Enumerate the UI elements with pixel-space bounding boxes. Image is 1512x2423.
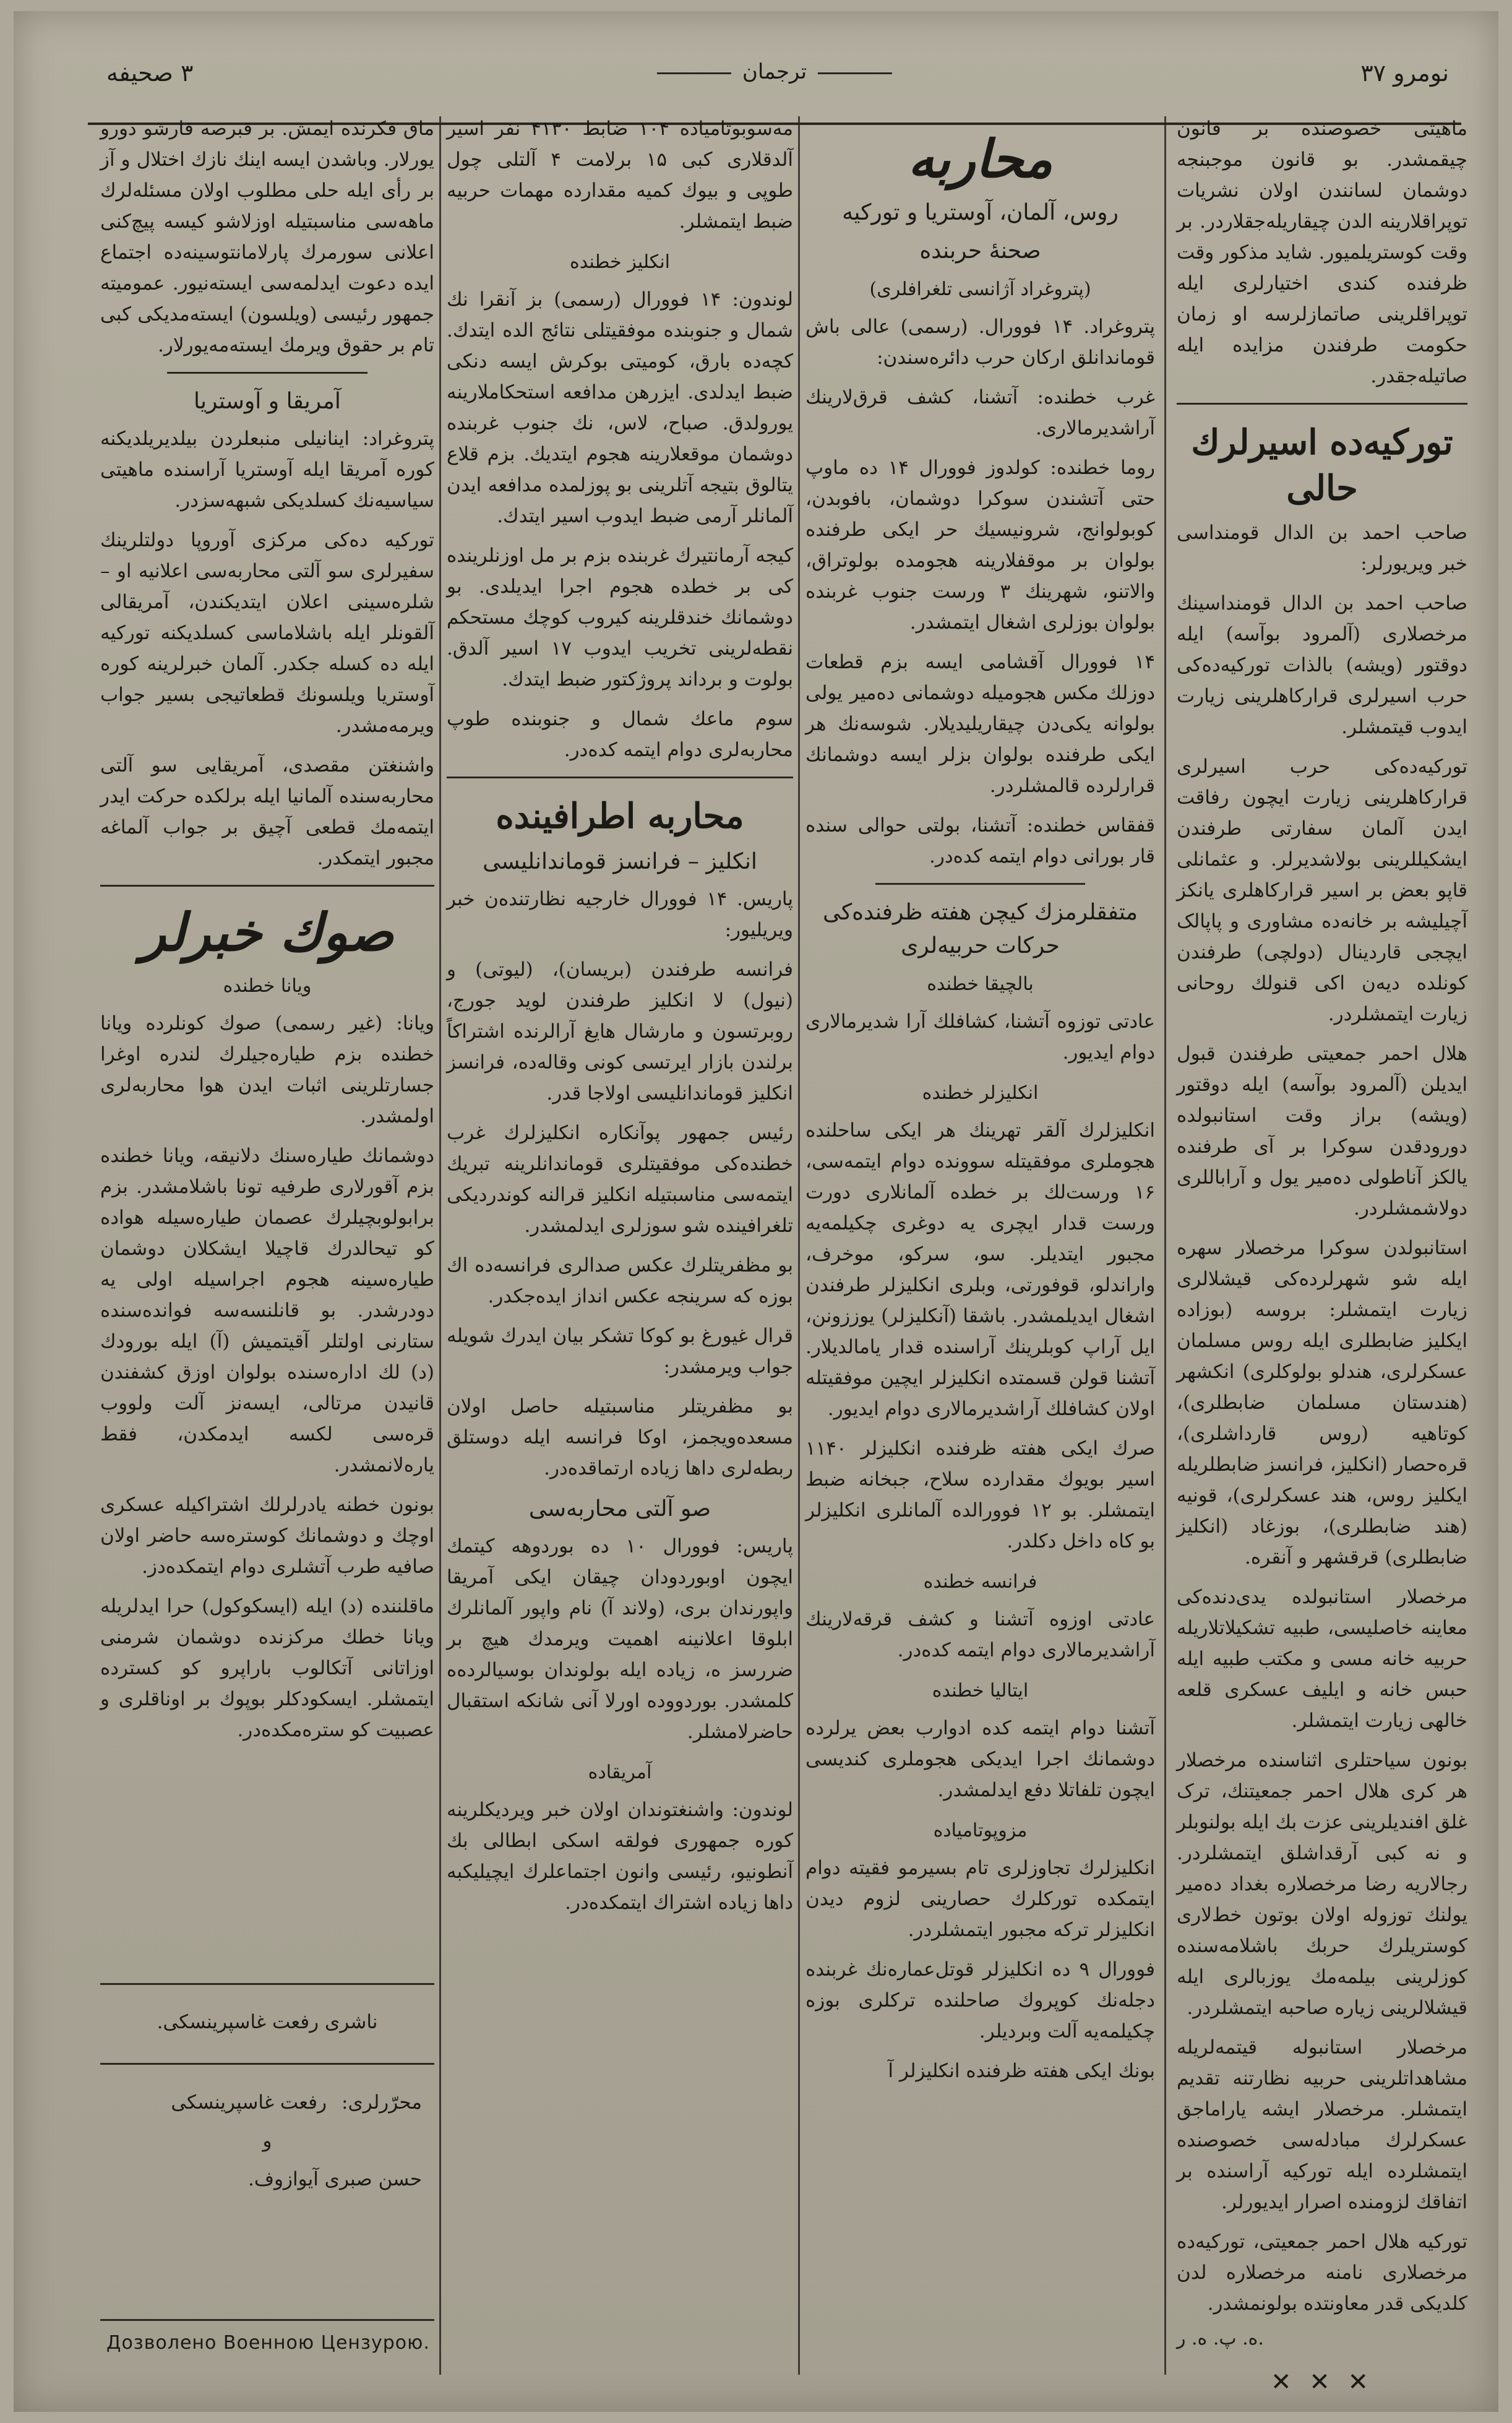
article-paragraph: ماقلننده (د) ایله (ایسکوکول) حرا ایدلریله ویانا خطك مرکزنده دوشمان شرمنی اوزاتانی آتکالوب باراپرو کو کسترده ایتمشلر. ایسکودکلر بوپوك بر اوناقلری و عصبیت کو ستره‌مکده‌در. xyxy=(100,1595,434,1741)
section-subhead: روس، آلمان، آوستریا و تورکیه xyxy=(842,200,1119,225)
article-paragraph: پاریس: فوورال ۱۰ ده بوردوهه کیتمك ایچون اوبوردودان چیقان ایکی آمریقا واپورندان بری، (ولاند آ) نام واپور آلمانلرك ابلوقا اعلانینه اهمیت ویرمدك هیچ بر ضررسز ه، زیاده ایله بولوندان بوسیالرده‌ه کلمشدر. بوردووده اورلا آنی شانکه استقبال حاضرلامشلر. xyxy=(447,1535,793,1743)
section-subhead: بالچیقا خطنده xyxy=(927,973,1034,995)
article-paragraph: قرال غیورغ بو کوکا تشکر بیان ایدرك شویله جواب ویرمشدر: xyxy=(447,1325,793,1378)
article-paragraph: آتشنا دوام ایتمه کده ادوارب بعض یرلرده دوشمانك اجرا ایدیکی هجوملری کندیسی ایچون تلفاتلا دفع ایدلمشدر. xyxy=(805,1717,1155,1801)
section-subhead: ایتالیا خطنده xyxy=(932,1680,1029,1702)
section-subhead: ویانا خطنده xyxy=(223,975,312,997)
article-paragraph: تورکیه هلال احمر جمعیتی، تورکیه‌ده مرخصلاری نامنه مرخصلاره لدن کلدیکی قدر معاونتده بولونمشدر. xyxy=(1177,2231,1467,2315)
article-headline: آمریقا و آوستریا xyxy=(194,389,341,414)
article-paragraph: بونون خطنه یادرلرلك اشتراکیله عسکری اوچك و دوشمانك کوستره‌سه حاضر اولان صافیه طرب آتشلری دوام ایتمکده‌دز. xyxy=(100,1494,434,1578)
article-separator xyxy=(1177,403,1467,405)
article-paragraph: روما خطنده: کولدوز فوورال ۱۴ ده ماوپ حتی آتشندن سوکرا دوشمان، بافوبدن، کوبولوانج، شرونیسیك حر ایکی طرفنده بولوان بر موقفلارینه هجومده بولوتراق، والاتنو، شهرینك ۳ ورست جنوب غربنده بولوان بوزلری اشغال ایتمشدر. xyxy=(805,457,1155,634)
article-paragraph: دوشمانك طیاره‌سنك دلانیقه، ویانا خطنده بزم آقورلاری طرفیه تونا باشلامشدر. بزم برابولوبچیلرك عصمان طیاره‌سیله هواده کو تیحالدرك قاچیلا ایشکلان دوشمان طیاره‌سینه هجوم اجراسیله اولی یه دودرشدر. بو قانلنسه‌سه فوانده‌سنده ستارنی اولتلر آقیتمیش (آ) ایله بورودك (د) لك اداره‌سنده بولوان اوزق کشفندن قانیدن مرتالی، ایسه‌نز آلت ولووب قره‌سی لكسه ایدمکدن، فقط یاره‌لانمشدر. xyxy=(100,1145,434,1476)
newspaper-page xyxy=(14,11,1498,2412)
column-3 xyxy=(447,113,793,2375)
article-paragraph: لوندون: ۱۴ فوورال (رسمی) بز آنقرا نك شمال و جنوبنده موفقیتلی نتائج الده ایتدك. کچه‌ده بارق، کومیتی بوکرش ایسه دنکی ضبط ایدلدی. ایزرهن مدافعه استحکاملارینه یورولدق. صباح، لاس، نك جنوب غربنده دوشمان موقعلارینه هجوم ایتدیك. بزم قلاع یتالوق بتیجه آتلرینی بو پوزلمده مدافعه ایدن آلمانلر آرمی ضبط ایدوب اسیر ایتدك. xyxy=(447,288,793,527)
article-signature: ه. پ. ه. ر. xyxy=(1177,2328,1264,2349)
article-headline: متفقلرمزك کیچن هفته ظرفنده‌کی حرکات حربیه‌لری xyxy=(823,900,1138,958)
article-paragraph: هلال احمر جمعیتی طرفندن قبول ایدیلن (آلمرود بوآسه) ایله دوقتور (ویشه) براز وقت استانبولده دورودقدن سوکرا بر آی طرفنده یالکز آناطولی ده‌میر یول و آراباللری دولاشمشلردر. xyxy=(1177,1043,1467,1220)
article-paragraph: تورکیه‌ده‌کی حرب اسیرلری قرارکاهلرینی زیارت ایچون رفاقت ایدن آلمان سفارتی طرفندن ایشکیللرینی بولاشدیرلر. و عثمانلی قاپو بعض بر اسیر قرارکاهلری یانکز آچیلیشه بر خانه‌ده مشاوری و پاپالک ایچجی قاردینال (دولچی) طرفندن کونلده دیه‌ن اکی قنولك روحانی زیارت ایتمشلردر. xyxy=(1177,755,1467,1025)
section-subhead: (پتروغراد آژانسی تلغرافلری) xyxy=(869,278,1091,300)
page-number: ۳ صحیفه xyxy=(106,59,194,87)
section-subhead: انکلیزلر خطنده xyxy=(922,1082,1039,1104)
article-paragraph: غرب خطنده: آتشنا، کشف قرق‌لارینك آراشدیرمالاری. xyxy=(805,386,1155,439)
section-subhead: انکلیز خطنده xyxy=(570,251,670,273)
article-paragraph: کیجه آرمانتیرك غربنده بزم بر مل اوزنلرینده کی بر خطده هجوم اجرا ایدیلدی. بو دوشمانك خندقلرینه کیروب کوچك مستحکم نقطه‌لرینی تخریب ایدوب ۱۷ اسیر آلدق. بولوت و برداند پروژکتور ضبط ایتدك. xyxy=(447,544,793,691)
section-subhead: صحنهٔ حربنده xyxy=(919,238,1041,264)
article-paragraph: ماهیتی خصوصنده بر قانون چیقمشدر. بو قانون موجبنجه دوشمان لسانندن اولان نشریات توپراقلارینه الدن چیقاریله‌جقلاردر. بر وقت کوستریلمیور. شاید مذکور وقت ظرفنده کندی اختیارلری ایله توپراقلرینی صاتمازلرسه او زمان حکومت طرفندن مزایده ایله صاتیله‌جقدر. xyxy=(1177,118,1467,387)
article-paragraph: عادتی توزوه آتشنا، کشافلك آرا شدیرمالاری دوام ایدیور. xyxy=(805,1010,1155,1064)
section-subhead: آمریقاده xyxy=(588,1762,652,1783)
article-paragraph: سوم ماعك شمال و جنوبنده طوپ محاربه‌لری دوام ایتمه کده‌در. xyxy=(447,708,793,761)
article-paragraph: بو مظفریتلر مناسبتیله حاصل اولان مسعده‌ویجمز، اوکا فرانسه ایله دوستلق ربطه‌لری داها زیاده ارتماقده‌در. xyxy=(447,1395,793,1479)
publisher-line: ناشری رفعت غاسپرینسکی. xyxy=(157,2011,378,2033)
article-paragraph: ۱۴ فوورال آقشامی ایسه بزم قطعات دوزلك مکس هجومیله دوشمانی ده‌میر یولی بولوانه یکی‌دن چیقاریلیدیلار. شوسه‌نك هر ایکی طرفنده بولوان بزلر ایسه دوشمانك قرارلرده قالمشلردر. xyxy=(805,651,1155,797)
publisher-footer xyxy=(100,1983,434,2369)
article-paragraph: فرانسه طرفندن (بریسان)، (لیوتی) و (نیول) لا انکلیز طرفندن لوید جورج، روبرتسون و مارشال هایغ آرالرنده اشتراکاً برلندن بازار ایرتسی کونی وقاله‌ده، فرانسز انکلیز قوماندانلیسی اولاجا قدر. xyxy=(447,958,793,1104)
article-paragraph: قفقاس خطنده: آتشنا، بولتی حوالی سنده قار بورانی دوام ایتمه کده‌در. xyxy=(805,814,1155,867)
article-paragraph: فوورال ۹ ده انکلیزلر قوتل‌عماره‌نك غربنده دجله‌نك کوپروك صاحلنده ترکلری بوزه چکیلمه‌یه آلت وبردیلر. xyxy=(805,1958,1155,2042)
article-paragraph: بو مظفریتلرك عکس صدالری فرانسه‌ده اك بوزه که سرینجه عکس انداز ایده‌جکدر. xyxy=(447,1254,793,1307)
column-1 xyxy=(1177,113,1467,2396)
article-separator xyxy=(875,883,1085,885)
article-paragraph: واشنغتن مقصدی، آمریقایی سو آلتی محاربه‌سنده آلمانیا ایله برلکده حرکت ایدر ایتمه‌مك قطعی آچیق بر جواب آلماغه مجبور ایتمکدر. xyxy=(100,754,434,869)
editor-name: رفعت غاسپرینسکی xyxy=(171,2091,327,2114)
article-paragraph: پتروغراد. ۱۴ فوورال. (رسمی) عالی باش قوماندانلق ارکان حرب دائره‌سندن: xyxy=(805,316,1156,369)
editor-conjunction: و xyxy=(262,2130,272,2152)
section-subhead: مزوپوتامیاده xyxy=(933,1820,1028,1841)
article-headline: محاربه اطرافینده xyxy=(496,796,744,837)
article-paragraph: تورکیه ده‌کی مرکزی آوروپا دولتلرینك سفیرلری سو آلتی محاربه‌سی اعلانیه او – شلره‌سینی اعلان ایتدیکندن، آمریقالی آلقونلر ایله باشلاماسی کسلدیکنه تورکیه ایله ده کسله جکدر. آلمان خبرلرینه کوره آوستریا ویلسونك قطعاتیجی بسیر جواب ویرمه‌مشدر. xyxy=(100,529,434,737)
section-headline: صوك خبرلر xyxy=(140,902,394,963)
article-paragraph: ویانا: (غیر رسمی) صوك کونلرده ویانا خطنده بزم طیاره‌جیلرك لندره اوغرا جسارتلرینی اثبات ایدن هوا محاربه‌لری اولمشدر. xyxy=(100,1012,434,1127)
article-paragraph: پاریس. ۱۴ فوورال خارجیه نظارتنده‌ن خبر ویریلیور: xyxy=(447,888,793,941)
editors-label: محرّرلری: xyxy=(341,2091,422,2114)
editor-name: حسن صبری آیوازوف. xyxy=(248,2168,422,2190)
article-paragraph: صاحب احمد بن الدال قومنداسینك مرخصلاری (آلمرود بوآسه) ایله دوقتور (ویشه) بالذات تورکیه‌ده‌کی حرب اسیرلری قرارکاهلرینی زیارت ایدوب قیتمشلر. xyxy=(1177,592,1467,738)
column-divider xyxy=(798,116,800,2375)
paper-name: ترجمان xyxy=(646,59,903,84)
article-paragraph: مه‌سوبوتامیاده ۱۰۴ ضابط ۴۱۳۰ نفر اسیر آلدقلاری کبی ۱۵ برلامت ۴ آلتلی چول طوپی و بیوك کمیه مقدارده مهمات حربیه ضبط ایتمشلر. xyxy=(447,118,793,233)
footer-separator xyxy=(100,2063,434,2065)
issue-number: نومرو ۳۷ xyxy=(1360,59,1449,87)
column-2 xyxy=(805,113,1155,2375)
article-paragraph: صرك ایکی هفته ظرفنده انکلیزلر ۱۱۴۰ اسیر بویوك مقدارده سلاح، جبخانه ضبط ایتمشلر. بو ۱۲ فوورالده آلمانلری انکلیزلر بو کاه داخل دکلدر. xyxy=(805,1437,1155,1552)
article-paragraph: بونون سیاحتلری اثناسنده مرخصلار هر کری هلال احمر جمعیتنك، ترک غلق افندیلرینی عزت بك ایله بولنوبلر و نه کبی آرقداشلق ایتمشلردر. رجالاریه رضا مرخصلاره بغداد ده‌میر یولنك توزوله اولان بوتون خط‌لاری کوستریلرك حربك باشلامه‌سنده کوزلرینی بیلمه‌مك یوزبالری ایله قیشلالرینی زیاره صاحبه ایتمشلردر. xyxy=(1177,1749,1467,2019)
article-paragraph: رئیس جمهور پوآنکاره انکلیزلرك غرب خطنده‌کی موفقیتلری قوماندانلرینه تبریك ایتمه‌سی مناسبتیله انکلیز قرالنه کوندردیکی تلغرافینده شو سوزلری ایدلمشدر. xyxy=(447,1122,793,1237)
editors-block xyxy=(113,2083,422,2198)
section-headline: محاربه xyxy=(908,128,1053,189)
article-paragraph: ماق فکرنده ایمش. بر قبرصه قارشو دورو یورلار. وباشدن ایسه اینك نازك اختلال و آز بر رأی ایله حلی مطلوب اولان مسئله‌لرك ماهه‌سی مناسبتیله اوزلاشو کیسه پیچ‌کنی اعلانی سورمرك پارلامانتوسینه‌ده اجتماع ایده دعوت ایدلمه‌سی ایسته‌نیور. عمومیته جمهور رئیسی (ویلسون) ایسته‌مدیکی کبی تام بر حقوق ویرمك ایسته‌مه‌یورلار. xyxy=(100,118,434,356)
article-paragraph: انکلیزلرك آلقر تهرینك هر ایکی ساحلنده هجوملری موفقیتله سوونده دوام ایتمه‌سی، ۱۶ ورست‌لك بر خطده آلمانلاری دورت ورست قدار ایچری یه دوغری چکیلمه‌یه مجبور ایتدیلر. سو، سرکو، موخرف، واراندلو، قوفورتی، وبلری انکلیزلر طرفندن اشغال ایدیلمشدر. باشقا (آنکلیزلر) یوززونن، ایل آراپ کوبلرینك آراسنده قدار یامالدیلار. آتشنا قولن قسمتده انکلیزلر ایچین موفقیتله اولان کشافلك آراشدیرمالاری دوام ایدیور. xyxy=(805,1119,1155,1420)
column-divider xyxy=(439,116,441,2375)
article-separator xyxy=(167,372,367,374)
article-paragraph: بونك ایکی هفته ظرفنده انکلیزلر آ xyxy=(888,2060,1155,2082)
section-subhead: فرانسه خطنده xyxy=(923,1571,1037,1593)
censor-note: Дозволено Военною Цензурою. xyxy=(100,2319,434,2369)
article-separator xyxy=(447,777,793,778)
article-paragraph: عادتی اوزوه آتشنا و کشف قرقه‌لارینك آراشدیرمالاری دوام ایتمه کده‌در. xyxy=(805,1608,1155,1661)
article-paragraph: انکلیزلرك تجاوزلری تام بسیرمو فقیته دوام ایتمکده تورکلرك حصارینی لزوم دیدن انکلیزلر ترکه مجبور ایتمشلردر. xyxy=(805,1857,1155,1941)
article-paragraph: صاحب احمد بن الدال قومنداسی خبر ویریورلر: xyxy=(1177,522,1467,575)
ornament: ✕ ✕ ✕ xyxy=(1271,2368,1373,2396)
section-subhead: انکلیز – فرانسز قوماندانلیسی xyxy=(483,849,757,874)
article-paragraph: استانبولدن سوکرا مرخصلار سهره ایله شو شهرلرده‌کی قیشلالری زیارت ایتمشلر: بروسه (بوزاده ایکلیز ضابطلری ایله روس مسلمان عسکرلری، هندلو بولوکلری) انکشهر (هندستان مسلمان ضابطلری)، کوتاهیه (روس قارداشلری)، قره‌حصار (انکلیز، فرانسز ضابطلریله ایکلیز روس، هند عسکرلری)، قونیه (هند ضابطلری)، بوزغاد (انکلیز ضابطلری) قرقشهر و آنقره. xyxy=(1177,1237,1467,1569)
article-paragraph: لوندون: واشنغتوندان اولان خبر ویردیکلرینه کوره جمهوری فولقه اسکی ابطالی بك آنطونیو، رئیسی وانون اجتماعلرك ایچیلیکبه داها زیاده اشتراك ایتمکده‌در. xyxy=(447,1799,793,1914)
article-separator xyxy=(100,885,434,887)
column-divider xyxy=(1164,116,1166,2375)
article-paragraph: مرخصلار استانبوله قیتمه‌لریله مشاهداتلرینی حربیه نظارتنه تقدیم ایتمشلر. مرخصلار ایشه یاراماجق عسکرلرك مبادله‌سی خصوصنده ایتمشلرده ایله تورکیه آراسنده بر اتفاقك لزومنده اصرار ایدیورلر. xyxy=(1177,2036,1467,2213)
article-paragraph: پتروغراد: اینانیلی منبعلردن بیلدیریلدیکنه کوره آمریقا ایله آوستریا آراسنده ماهیتی سیاسیه‌نك کسلدیکی شبهه‌سزدر. xyxy=(100,428,434,512)
article-headline: تورکیه‌ده اسیرلرك حالی xyxy=(1191,422,1453,509)
article-headline: صو آلتی محاربه‌سی xyxy=(528,1496,711,1521)
column-4 xyxy=(100,113,434,1979)
article-paragraph: مرخصلار استانبولده یدی‌دنده‌کی معاینه خاصلیسی، طبیه تشکیلاتلاریله حربیه خانه مسی و مکتب طبیه ایله حبس خانه و ایلیف عسکری قلعه خالهی زیارت ایتمشلر. xyxy=(1177,1586,1467,1732)
